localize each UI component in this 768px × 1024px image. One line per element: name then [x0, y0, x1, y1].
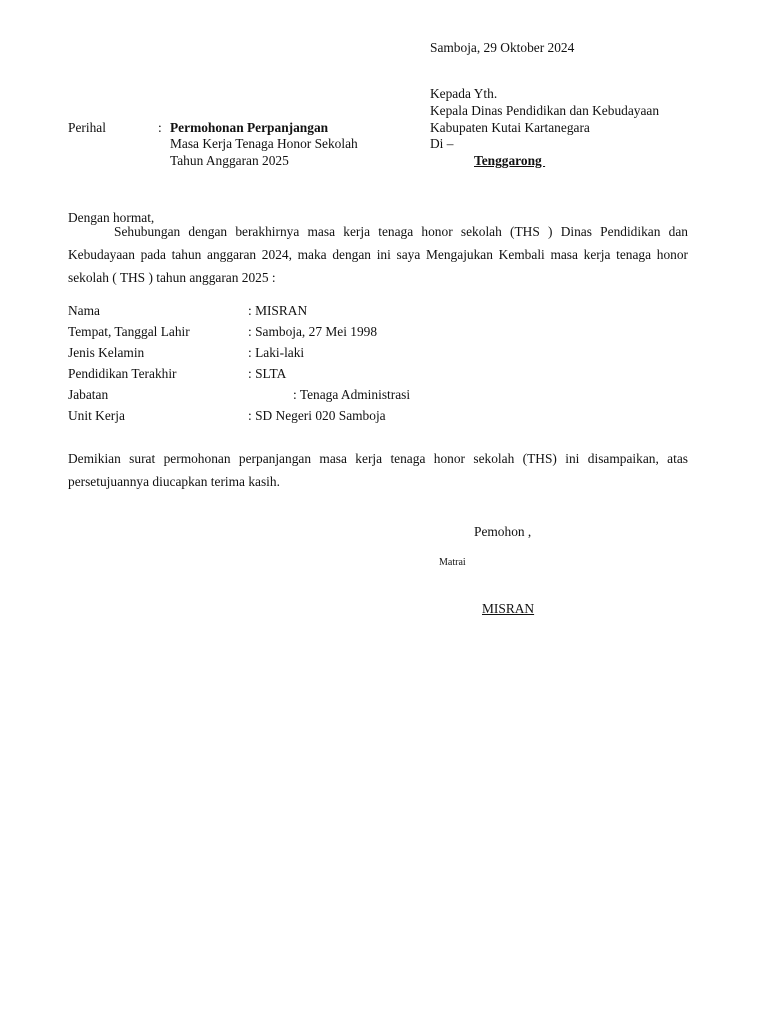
- identity-value-gender: : Laki-laki: [248, 345, 305, 360]
- intro-paragraph: Sehubungan dengan berakhirnya masa kerja tenaga honor sekolah (THS ) Dinas Pendidikan dan Kebudayaan pada tahun anggaran 2024, maka dengan ini saya Mengajukan Kembali masa kerja tenaga honor sekolah ( THS ) tahun anggaran 2025 :: [68, 224, 688, 285]
- recipient-regency: Kabupaten Kutai Kartanegara: [430, 120, 590, 135]
- recipient-office: Kepala Dinas Pendidikan dan Kebudayaan: [430, 103, 660, 118]
- subject-line-1: Permohonan Perpanjangan: [170, 120, 329, 135]
- identity-label-position: Jabatan: [68, 387, 109, 402]
- identity-value-position: : Tenaga Administrasi: [293, 387, 411, 402]
- identity-value-name: : MISRAN: [248, 303, 308, 318]
- subject-colon: :: [158, 120, 162, 135]
- identity-value-education: : SLTA: [248, 366, 287, 381]
- greeting: Dengan hormat,: [68, 210, 155, 225]
- recipient-salutation: Kepada Yth.: [430, 86, 498, 101]
- identity-label-name: Nama: [68, 303, 100, 318]
- identity-label-birth: Tempat, Tanggal Lahir: [68, 324, 190, 339]
- recipient-di: Di –: [430, 136, 454, 151]
- applicant-name: MISRAN: [482, 601, 535, 616]
- identity-label-education: Pendidikan Terakhir: [68, 366, 177, 381]
- closing-paragraph: Demikian surat permohonan perpanjangan masa kerja tenaga honor sekolah (THS) ini disampaikan, atas persetujuannya diucapkan terima kasih.: [68, 451, 688, 489]
- identity-value-birth: : Samboja, 27 Mei 1998: [248, 324, 378, 339]
- identity-label-unit: Unit Kerja: [68, 408, 125, 423]
- applicant-label: Pemohon ,: [474, 524, 532, 539]
- subject-line-2: Masa Kerja Tenaga Honor Sekolah: [170, 136, 358, 151]
- letter-date: Samboja, 29 Oktober 2024: [430, 40, 575, 55]
- subject-label: Perihal: [68, 120, 106, 135]
- subject-line-3: Tahun Anggaran 2025: [170, 153, 289, 168]
- identity-label-gender: Jenis Kelamin: [68, 345, 145, 360]
- identity-value-unit: : SD Negeri 020 Samboja: [248, 408, 386, 423]
- stamp-label: Matrai: [439, 557, 466, 568]
- recipient-city: Tenggarong: [474, 153, 546, 168]
